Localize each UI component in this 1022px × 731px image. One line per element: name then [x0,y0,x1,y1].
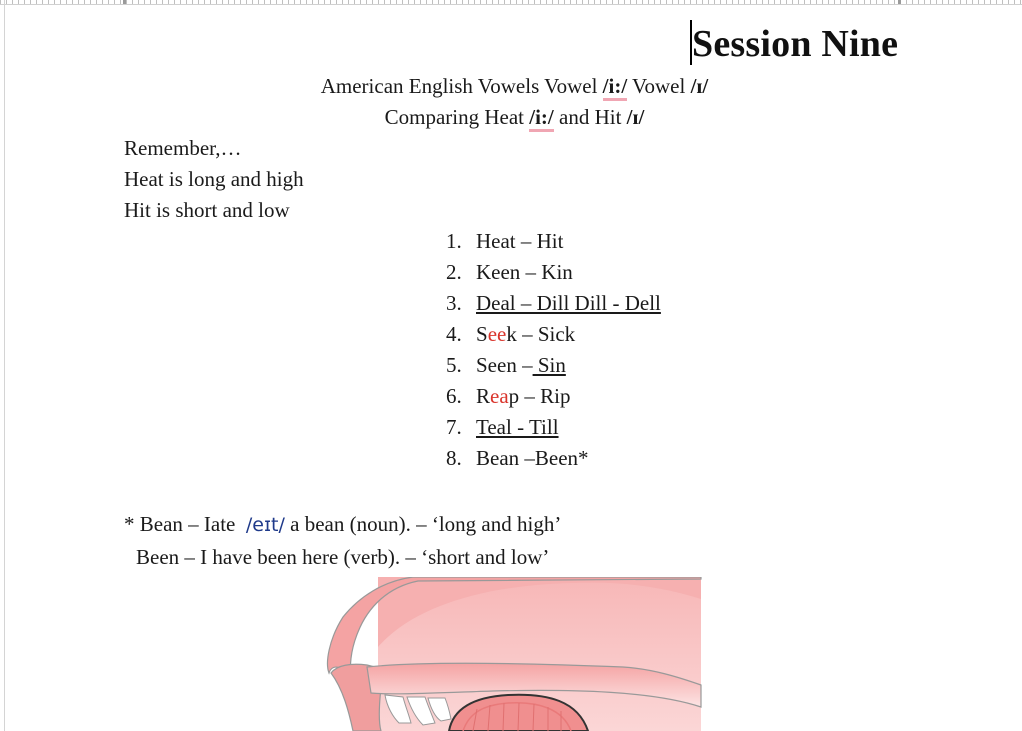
ipa-ate: /eɪt/ [245,514,285,536]
list-item: 6. Reap – Rip [446,384,571,408]
ipa-long-i: /i:/ [529,105,554,132]
remember-heat-line: Heat is long and high [124,167,304,191]
page-title: Session Nine [692,23,899,65]
highlighted-vowel: ea [490,384,509,408]
list-item: 4. Seek – Sick [446,322,576,346]
subtitle-vowels: American English Vowels Vowel /i:/ Vowel /ɪ/ [0,74,1022,99]
list-item: 3. Deal – Dill Dill - Dell [446,291,661,315]
word-pairs-list [446,228,661,476]
list-item: 7. Teal - Till [446,415,559,439]
highlighted-vowel: ee [487,322,507,346]
note-been: Been – I have been here (verb). – ‘short and low’ [136,545,550,569]
list-item: 5. Seen – Sin [446,353,566,377]
ipa-short-i: /ɪ/ [690,74,709,98]
subtitle-compare: Comparing Heat /i:/ and Hit /ɪ/ [0,105,1022,130]
remember-hit-line: Hit is short and low [124,198,290,222]
ipa-long-i: /i:/ [603,74,628,101]
top-ruler [0,0,1022,5]
list-item: 8. Bean –Been* [446,446,589,470]
list-item: 1. Heat – Hit [446,229,564,253]
note-bean: * Bean – Iate /eɪt/ a bean (noun). – ‘long and high’ [124,512,562,536]
remember-heading: Remember,… [124,136,242,160]
mouth-diagram [323,577,703,731]
list-item: 2. Keen – Kin [446,260,573,284]
ipa-short-i: /ɪ/ [626,105,645,129]
